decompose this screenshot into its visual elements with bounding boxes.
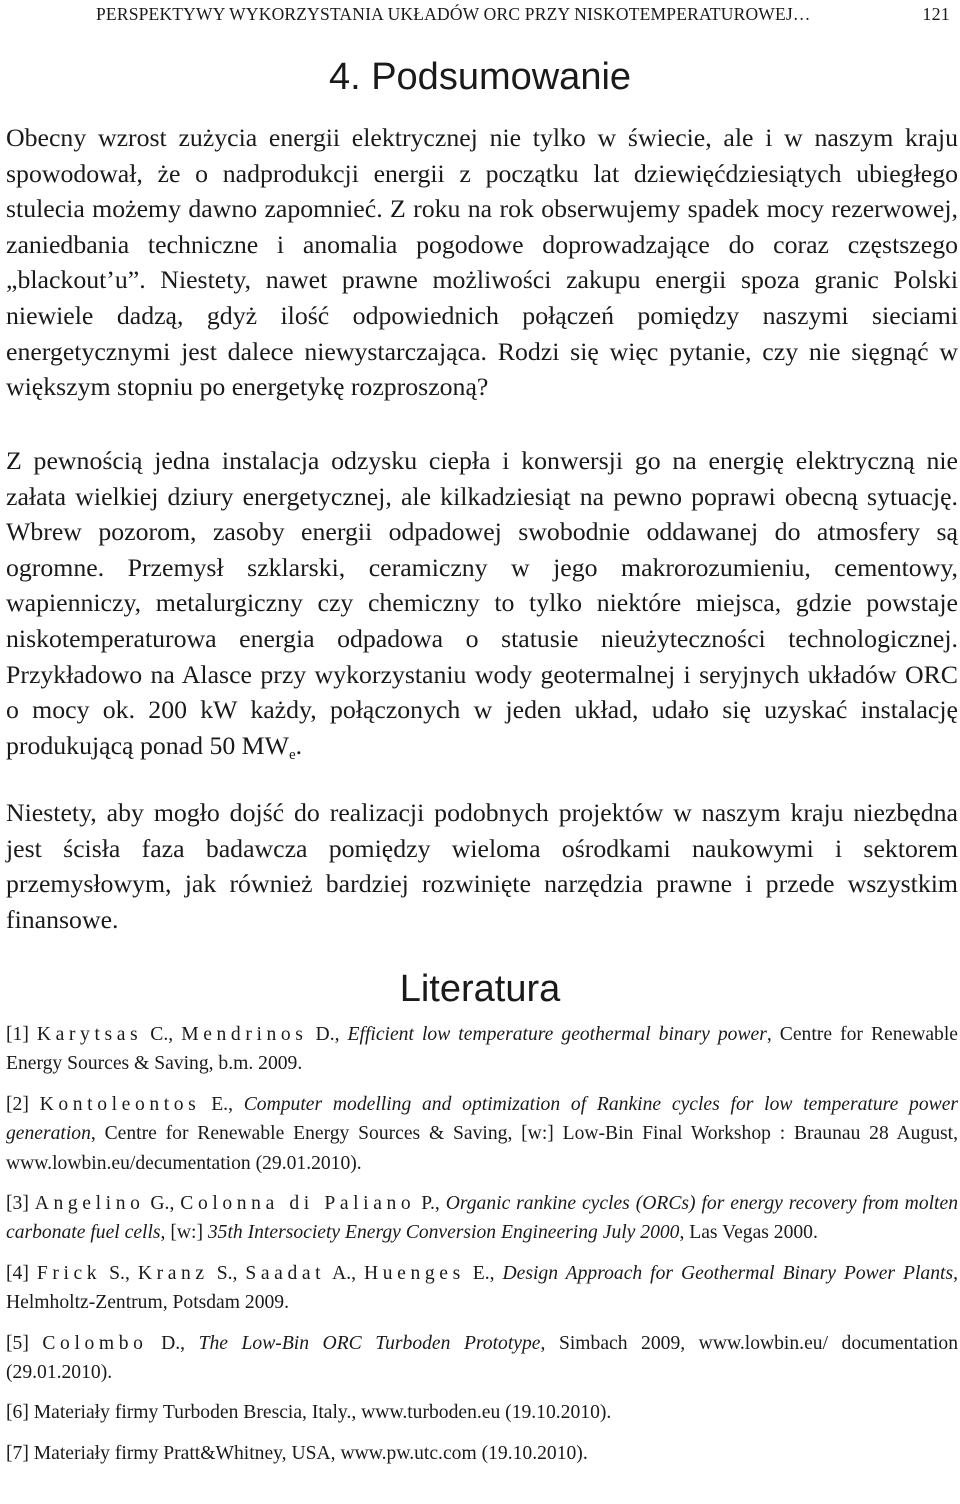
reference-number: [1]: [6, 1024, 37, 1045]
author-initial: D.: [147, 1332, 181, 1354]
paragraph-3: [6, 795, 958, 937]
author-surname: Saadat: [245, 1262, 326, 1284]
reference-item: [3] Angelino G., Colonna di Paliano P., Organic rankine cycles (ORCs) for energy recovery from molten carbonate fuel cells, [w:] 35th Intersociety Energy Conversion Engineering July 2000, Las Vegas 2000.: [6, 1193, 958, 1244]
reference-number: [4]: [6, 1262, 37, 1284]
page-number: 121: [922, 4, 950, 24]
references-list: [6, 1020, 958, 1479]
paragraph-2-main: Z pewnością jedna instalacja odzysku ciepła i konwersji go na energię elektryczną nie załata wielkiej dziury energetycznej, ale kilkadziesiąt na pewno poprawi obecną sytuację. Wbrew pozorom, zasoby energii odpadowej swobodnie oddawanej do atmosfery są ogromne. Przemysł szklarski, ceramiczny w jego makrorozumieniu, cementowy, wapienniczy, metalurgiczny czy chemiczny to tylko niektóre miejsca, gdzie powstaje niskotemperaturowa energia odpadowa o statusie nieużyteczności technologicznej. Przykładowo na Alasce przy wykorzystaniu wody geotermalnej i seryjnych układów ORC o mocy ok. 200 kW każdy, połączonych w jeden układ, udało się uzyskać instalację produkującą ponad 50 MW: [6, 446, 958, 760]
author-initial: C.: [142, 1024, 169, 1045]
author-surname: Mendrinos: [181, 1024, 308, 1045]
reference-proceedings-title: 35th Intersociety Energy Conversion Engineering July 2000: [207, 1222, 680, 1244]
running-title: PERSPEKTYWY WYKORZYSTANIA UKŁADÓW ORC PRZY NISKOTEMPERATUROWEJ…: [96, 4, 811, 24]
reference-number: [5]: [6, 1332, 43, 1354]
reference-details: , [w:]: [160, 1222, 208, 1244]
section-title: 4. Podsumowanie: [328, 56, 632, 98]
author-initial: S.: [208, 1262, 233, 1284]
paragraph-2-text: [6, 443, 958, 763]
author-surname: Kranz: [137, 1262, 209, 1284]
author-initial: G.: [144, 1193, 170, 1215]
author-initial: E.: [200, 1093, 229, 1115]
reference-number: [7]: [6, 1442, 34, 1464]
reference-number: [6]: [6, 1402, 34, 1424]
reference-title: The Low-Bin ORC Turboden Prototype: [198, 1332, 541, 1354]
author-initial: D.: [307, 1024, 335, 1045]
reference-item: [4] Frick S., Kranz S., Saadat A., Huenges E., Design Approach for Geothermal Binary Power Plants, Helmholtz-Zentrum, Potsdam 2009.: [6, 1262, 958, 1314]
reference-item: [6, 1398, 958, 1427]
paragraph-2-end: .: [295, 730, 303, 760]
subscript-e: e: [288, 746, 296, 763]
author-initial: P.: [415, 1193, 435, 1215]
author-surname: Angelino: [34, 1193, 145, 1215]
author-initial: E.: [464, 1262, 490, 1284]
reference-details: , Centre for Renewable Energy Sources & Saving, b.m. 2009.: [6, 1024, 958, 1075]
reference-item: [5] Colombo D., The Low-Bin ORC Turboden Prototype, Simbach 2009, www.lowbin.eu/ documentation (29.01.2010).: [6, 1332, 958, 1384]
reference-title: Design Approach for Geothermal Binary Power Plants: [502, 1262, 954, 1284]
references-title: Literatura: [399, 968, 561, 1010]
reference-title: Efficient low temperature geothermal binary power: [347, 1024, 767, 1045]
running-header: [0, 2, 960, 28]
reference-details: , Helmholtz-Zentrum, Potsdam 2009.: [6, 1262, 958, 1314]
reference-number: [3]: [6, 1193, 35, 1215]
reference-item: [6, 1439, 958, 1468]
author-initial: S.: [101, 1262, 125, 1284]
reference-details: , Las Vegas 2000.: [679, 1222, 818, 1244]
author-surname: Karytsas: [36, 1024, 143, 1045]
author-surname: Huenges: [364, 1262, 465, 1284]
reference-text: Materiały firmy Turboden Brescia, Italy., www.turboden.eu (19.10.2010).: [33, 1402, 612, 1424]
reference-item: [1] Karytsas C., Mendrinos D., Efficient low temperature geothermal binary power, Centre for Renewable Energy Sources & Saving, b.m. 2009.: [6, 1024, 958, 1075]
reference-title: Organic rankine cycles (ORCs) for energy recovery from molten carbonate fuel cells: [6, 1193, 958, 1244]
reference-details: , Centre for Renewable Energy Sources & Saving, [w:] Low-Bin Final Workshop : Braunau 28 August, www.lowbin.eu/decumentation (29.01.2010).: [6, 1123, 958, 1174]
reference-item: [2] Kontoleontos E., Computer modelling and optimization of Rankine cycles for low temperature power generation, Centre for Renewable Energy Sources & Saving, [w:] Low-Bin Final Workshop : Braunau 28 August, www.lowbin.eu/decumentation (29.01.2010).: [6, 1093, 959, 1174]
author-surname: Frick: [36, 1262, 102, 1284]
author-initial: A.: [325, 1262, 352, 1284]
author-surname: Colombo: [42, 1332, 148, 1354]
reference-number: [2]: [6, 1093, 40, 1115]
author-surname: Kontoleontos: [39, 1093, 201, 1115]
paragraph-1: [6, 120, 958, 405]
paragraph-3-text: Niestety, aby mogło dojść do realizacji podobnych projektów w naszym kraju niezbędna jest ścisła faza badawcza pomiędzy wieloma ośrodkami naukowymi i sektorem przemysłowym, jak również bardziej rozwinięte narzędzia prawne i przede wszystkim finansowe.: [6, 798, 958, 934]
reference-title: Computer modelling and optimization of Rankine cycles for low temperature power generation: [6, 1093, 959, 1145]
reference-details: , Simbach 2009, www.lowbin.eu/ documentation (29.01.2010).: [6, 1332, 958, 1384]
reference-text: Materiały firmy Pratt&Whitney, USA, www.pw.utc.com (19.10.2010).: [33, 1442, 588, 1464]
paragraph-1-text: Obecny wzrost zużycia energii elektrycznej nie tylko w świecie, ale i w naszym kraju spowodował, że o nadprodukcji energii z początku lat dziewięćdziesiątych ubiegłego stulecia możemy dawno zapomnieć. Z roku na rok obserwujemy spadek mocy rezerwowej, zaniedbania techniczne i anomalia pogodowe doprowadzające do coraz częstszego „blackout’u”. Niestety, nawet prawne możliwości zakupu energii spoza granic Polski niewiele dadzą, gdyż ilość odpowiednich połączeń pomiędzy naszymi sieciami energetycznymi jest dalece niewystarczająca. Rodzi się więc pytanie, czy nie sięgnąć w większym stopniu po energetykę rozproszoną?: [6, 123, 958, 402]
paragraph-2: [6, 443, 958, 763]
author-surname: Colonna di Paliano: [180, 1193, 416, 1215]
